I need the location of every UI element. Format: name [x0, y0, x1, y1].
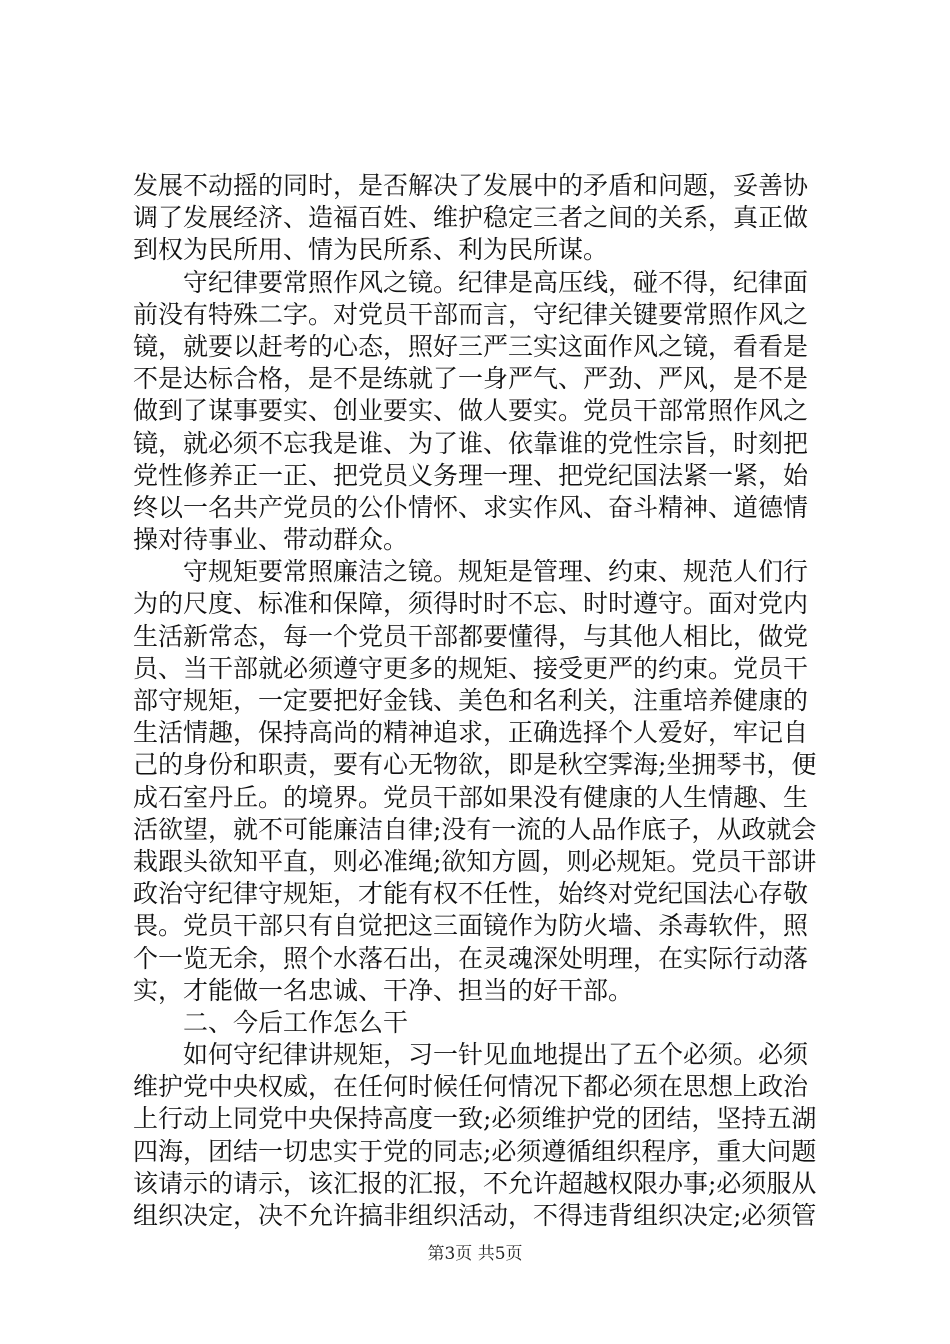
text-line: 实，才能做一名忠诚、干净、担当的好干部。: [133, 975, 634, 1005]
text-line: 为的尺度、标准和保障，须得时时不忘、时时遵守。面对党内: [133, 589, 809, 619]
text-line: 二、今后工作怎么干: [133, 1007, 409, 1037]
text-line: 发展不动摇的同时，是否解决了发展中的矛盾和问题，妥善协: [133, 171, 809, 200]
text-line: 镜，就要以赶考的心态，照好三严三实这面作风之镜，看看是: [133, 331, 809, 361]
text-line: 个一览无余，照个水落石出，在灵魂深处明理，在实际行动落: [133, 943, 809, 973]
text-line: 政治守纪律守规矩，才能有权不任性，始终对党纪国法心存敬: [133, 879, 809, 909]
text-line: 前没有特殊二字。对党员干部而言，守纪律关键要常照作风之: [133, 299, 809, 329]
text-line: 成石室丹丘。的境界。党员干部如果没有健康的人生情趣、生: [133, 782, 809, 812]
text-line: 如何守纪律讲规矩，习一针见血地提出了五个必须。必须: [133, 1040, 809, 1070]
text-line: 守规矩要常照廉洁之镜。规矩是管理、约束、规范人们行: [133, 557, 809, 587]
text-line: 栽跟头欲知平直，则必准绳;欲知方圆，则必规矩。党员干部讲: [133, 846, 817, 876]
text-line: 生活新常态，每一个党员干部都要懂得，与其他人相比，做党: [133, 621, 809, 651]
text-line: 组织决定，决不允许搞非组织活动，不得违背组织决定;必须管: [133, 1201, 817, 1230]
text-line: 上行动上同党中央保持高度一致;必须维护党的团结，坚持五湖: [133, 1104, 817, 1134]
text-line: 部守规矩，一定要把好金钱、美色和名利关，注重培养健康的: [133, 686, 809, 715]
text-line: 己的身份和职责，要有心无物欲，即是秋空霁海;坐拥琴书，便: [133, 750, 817, 780]
text-line: 员、当干部就必须遵守更多的规矩、接受更严的约束。党员干: [133, 653, 809, 683]
text-line: 镜，就必须不忘我是谁、为了谁、依靠谁的党性宗旨，时刻把: [133, 428, 809, 458]
body-text: [133, 170, 833, 1232]
text-line: 守纪律要常照作风之镜。纪律是高压线，碰不得，纪律面: [133, 267, 809, 297]
text-line: 活欲望，就不可能廉洁自律;没有一流的人品作底子，从政就会: [133, 814, 817, 844]
text-line: 到权为民所用、情为民所系、利为民所谋。: [133, 235, 609, 265]
text-line: 畏。党员干部只有自觉把这三面镜作为防火墙、杀毒软件，照: [133, 911, 809, 941]
text-line: 生活情趣，保持高尚的精神追求，正确选择个人爱好，牢记自: [133, 718, 809, 748]
page-footer: 第3页 共5页: [427, 1244, 523, 1264]
text-line: 操对待事业、带动群众。: [133, 525, 409, 555]
text-line: 不是达标合格，是不是练就了一身严气、严劲、严风，是不是: [133, 364, 809, 394]
text-line: 终以一名共产党员的公仆情怀、求实作风、奋斗精神、道德情: [133, 492, 809, 522]
text-line: 维护党中央权威，在任何时候任何情况下都必须在思想上政治: [133, 1072, 809, 1102]
text-line: 四海，团结一切忠实于党的同志;必须遵循组织程序，重大问题: [133, 1136, 817, 1166]
text-line: 党性修养正一正、把党员义务理一理、把党纪国法紧一紧，始: [133, 460, 809, 490]
text-line: 调了发展经济、造福百姓、维护稳定三者之间的关系，真正做: [133, 203, 809, 233]
text-line: 该请示的请示，该汇报的汇报，不允许超越权限办事;必须服从: [133, 1168, 817, 1198]
text-line: 做到了谋事要实、创业要实、做人要实。党员干部常照作风之: [133, 396, 809, 426]
